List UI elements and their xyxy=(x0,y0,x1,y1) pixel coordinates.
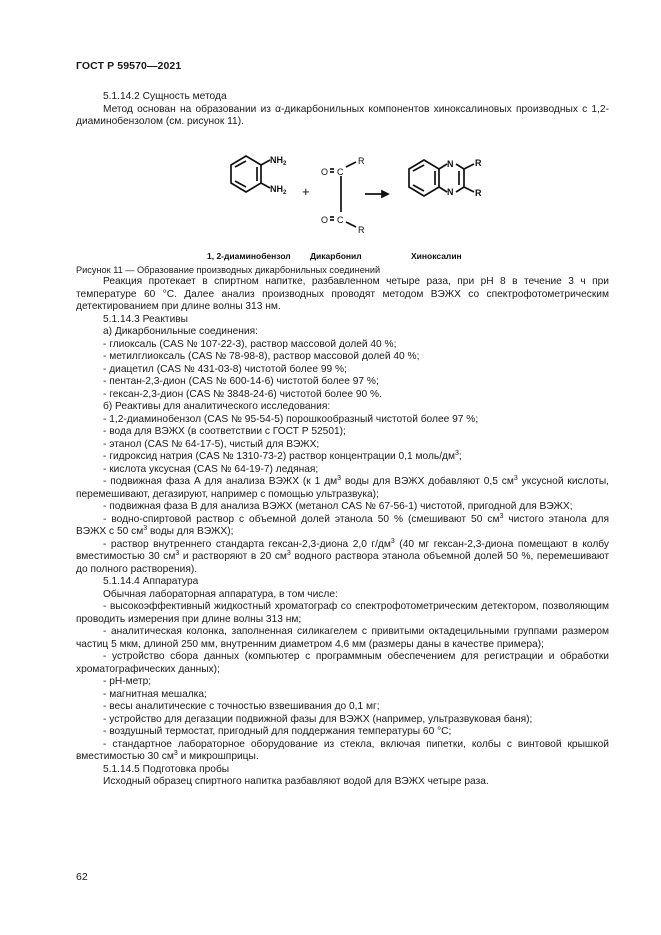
nitrogen-top: N xyxy=(447,158,454,169)
list-item: - pH-метр; xyxy=(103,676,152,687)
list-item xyxy=(76,514,609,539)
list-item xyxy=(76,451,609,464)
superscript: 3 xyxy=(286,550,291,557)
reaction-paragraph: Реакция протекает в спиртном напитке, разбавленном четыре раза, при pH 8 в течение 3 ч при температуре 60 °С. Далее анализ производных проводят методом ВЭЖХ со спектрофотометрическим детектированием при длине волны 313 нм. xyxy=(76,276,609,312)
list-item: - метилглиоксаль (CAS № 78-98-8), раствор массовой долей 40 %; xyxy=(103,351,420,362)
list-item-text: - гидроксид натрия (CAS № 1310-73-2) раствор концентрации 0,1 моль/дм xyxy=(103,451,456,462)
list-item-text: - раствор внутреннего стандарта гексан-2,3-диона 2,0 г/дм xyxy=(103,538,391,550)
superscript: 3 xyxy=(390,537,395,545)
page-content xyxy=(76,91,609,789)
list-item: - весы аналитические с точностью взвешивания до 0,1 мг; xyxy=(103,701,380,712)
oxygen-top: O xyxy=(321,166,329,177)
list-item: - высокоэффективный жидкостный хроматограф со спектрофотометрическим детектором, позволяющим проводить измерения при длине волны 313 нм; xyxy=(76,601,609,625)
carbon-bottom: C xyxy=(337,214,344,225)
reaction-scheme xyxy=(76,132,609,264)
list-item-text: и микрошприцы. xyxy=(177,751,259,762)
r-bottom: R xyxy=(358,224,365,235)
list-item: - воздушный термостат, пригодный для поддержания температуры 60 °С; xyxy=(103,726,452,737)
superscript: 3 xyxy=(455,450,459,457)
list-item xyxy=(76,539,609,577)
list-item-text: уксусной кислоты, перемешивают, дегазируют, например с помощью ультразвука); xyxy=(76,476,609,500)
list-item-text: (40 мг гексан-2,3-диона помещают в колбу вместимостью 30 см xyxy=(76,538,609,562)
r-top: R xyxy=(358,155,365,166)
list-item: - гексан-2,3-дион (CAS № 3848-24-6) чистотой более 90 %. xyxy=(103,388,382,400)
list-item-text: водного раствора этанола объемной долей 50 %, перемешивают до полного растворения). xyxy=(76,551,610,575)
nitrogen-bottom: N xyxy=(447,186,454,197)
superscript: 3 xyxy=(337,475,342,482)
list-item: - подвижная фаза В для анализа ВЭЖХ (метанол CAS № 67-56-1) чистотой, пригодной для ВЭЖХ; xyxy=(103,501,573,512)
subheading-dicarbonyl: а) Дикарбонильные соединения: xyxy=(103,326,258,337)
list-item-text: - водно-спиртовой раствор с объемной долей этанола 50 % (смешивают 50 см xyxy=(103,513,500,525)
list-item: - пентан-2,3-дион (CAS № 600-14-6) чистотой более 97 %; xyxy=(103,376,379,387)
sample-paragraph: Исходный образец спиртного напитка разбавляют водой для ВЭЖХ четыре раза. xyxy=(103,776,489,787)
oxygen-bottom: O xyxy=(321,214,329,225)
list-item-text: ; xyxy=(458,451,462,462)
list-item: - глиоксаль (CAS № 107-22-3), раствор массовой долей 40 %; xyxy=(103,338,397,350)
product-r-bottom: R xyxy=(475,187,482,198)
list-item-text: чистого этанола для ВЭЖХ с 50 см xyxy=(76,513,610,537)
list-item: - кислота уксусная (CAS № 64-19-7) ледяная; xyxy=(103,463,319,475)
label-quinoxaline: Хиноксалин xyxy=(411,250,462,261)
list-item xyxy=(76,739,609,764)
list-item-text: - подвижная фаза А для анализа ВЭЖХ (к 1 дм xyxy=(103,476,338,487)
list-item: - аналитическая колонка, заполненная силикагелем с привитыми октадецильными группами размером частиц 5 мкм, длиной 250 мм, внутренним диаметром 4,6 мм (размеры даны в качестве примера); xyxy=(76,626,609,650)
list-item: - 1,2-диаминобензол (CAS № 95-54-5) порошкообразный чистотой более 97 %; xyxy=(103,413,479,425)
superscript: 3 xyxy=(175,550,180,557)
superscript: 3 xyxy=(499,512,504,520)
section-heading-method: 5.1.14.2 Сущность метода xyxy=(103,91,227,102)
carbon-top: C xyxy=(337,166,344,177)
list-item: - устройство сбора данных (компьютер с программным обеспечением для регистрации и обработки хроматографических данных); xyxy=(76,651,609,675)
document-id-header: ГОСТ Р 59570—2021 xyxy=(76,60,182,72)
page-number: 62 xyxy=(76,871,88,883)
label-dicarbonyl: Дикарбонил xyxy=(310,250,362,261)
product-r-top: R xyxy=(475,157,482,168)
list-item-text: воды для ВЭЖХ добавляют 0,5 см xyxy=(341,476,514,487)
method-paragraph: Метод основан на образовании из α-дикарбонильных компонентов хиноксалиновых производных с 1,2-диаминобензолом (см. рисунок 11). xyxy=(76,103,609,127)
section-heading-apparatus: 5.1.14.4 Аппаратура xyxy=(103,576,199,587)
list-item: - магнитная мешалка; xyxy=(103,688,207,700)
figure-caption: Рисунок 11 — Образование производных дикарбонильных соединений xyxy=(76,264,381,275)
apparatus-intro: Обычная лабораторная аппаратура, в том числе: xyxy=(103,588,338,600)
list-item: - диацетил (CAS № 431-03-8) чистотой более 99 %; xyxy=(103,363,347,375)
section-heading-sample: 5.1.14.5 Подготовка пробы xyxy=(103,763,230,775)
reaction-figure xyxy=(76,132,609,264)
list-item-text: - стандартное лабораторное оборудование из стекла, включая пипетки, колбы с винтовой крышкой вместимостью 30 см xyxy=(76,738,609,762)
list-item xyxy=(76,476,609,501)
list-item-text: и растворяют в 20 см xyxy=(179,551,287,562)
label-diaminobenzene: 1, 2-диаминобензол xyxy=(207,250,291,261)
list-item-text: воды для ВЭЖХ); xyxy=(147,526,234,537)
nh2-bottom-label: $NH_2$ xyxy=(270,183,287,196)
list-item: - этанол (CAS № 64-17-5), чистый для ВЭЖХ; xyxy=(103,438,320,450)
plus-sign: + xyxy=(302,183,310,199)
subheading-analytic-reagents: б) Реактивы для аналитического исследования: xyxy=(103,401,331,412)
list-item: - вода для ВЭЖХ (в соответствии с ГОСТ Р 52501); xyxy=(103,426,346,437)
superscript: 3 xyxy=(513,475,518,482)
section-heading-reagents: 5.1.14.3 Реактивы xyxy=(103,313,188,325)
nh2-top-label: $NH_2$ xyxy=(270,154,287,167)
superscript: 3 xyxy=(173,750,178,757)
list-item: - устройство для дегазации подвижной фазы для ВЭЖХ (например, ультразвуковая баня); xyxy=(103,713,533,725)
superscript: 3 xyxy=(143,525,148,532)
